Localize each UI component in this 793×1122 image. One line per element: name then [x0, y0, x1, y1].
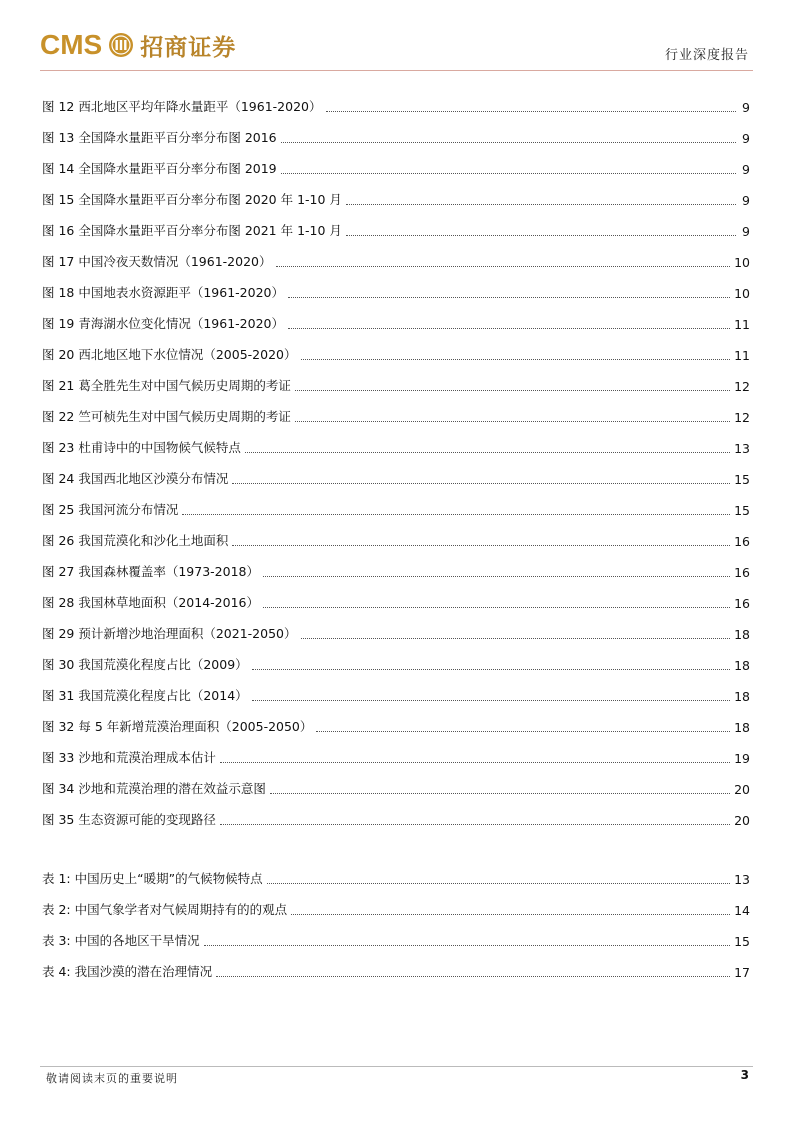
toc-entry-label: 图 27 我国森林覆盖率（1973-2018）: [42, 564, 259, 579]
toc-entry-page: 9: [742, 224, 750, 239]
toc-entry-page: 20: [734, 782, 750, 797]
dot-leader: [252, 669, 730, 670]
dot-leader: [295, 390, 730, 391]
toc-entry-label: 图 31 我国荒漠化程度占比（2014）: [42, 688, 248, 703]
toc-entry-page: 18: [734, 720, 750, 735]
toc-entry-page: 16: [734, 596, 750, 611]
dot-leader: [232, 483, 730, 484]
dot-leader: [263, 576, 730, 577]
dot-leader: [276, 266, 731, 267]
figure-toc-entry[interactable]: [42, 797, 750, 828]
toc-entry-page: 18: [734, 689, 750, 704]
toc-entry-label: 表 3: 中国的各地区干旱情况: [42, 933, 200, 948]
dot-leader: [252, 700, 730, 701]
toc-entry-label: 图 15 全国降水量距平百分率分布图 2020 年 1-10 月: [42, 192, 342, 207]
toc-entry-page: 11: [734, 348, 750, 363]
table-of-contents: [42, 84, 750, 980]
toc-entry-label: 图 29 预计新增沙地治理面积（2021-2050）: [42, 626, 297, 641]
footer-disclaimer-note: 敬请阅读末页的重要说明: [46, 1072, 178, 1085]
toc-entry-page: 18: [734, 627, 750, 642]
logo-latin-text: CMS: [40, 29, 103, 60]
table-toc-entry[interactable]: [42, 856, 750, 887]
toc-entry-label: 图 14 全国降水量距平百分率分布图 2019: [42, 161, 277, 176]
report-type-label: 行业深度报告: [664, 48, 749, 63]
dot-leader: [216, 976, 730, 977]
figure-toc-entry[interactable]: [42, 735, 750, 766]
page-header: [0, 0, 793, 72]
figure-toc-entry[interactable]: [42, 611, 750, 642]
toc-entry-label: 图 32 每 5 年新增荒漠治理面积（2005-2050）: [42, 719, 313, 734]
toc-entry-label: 图 22 竺可桢先生对中国气候历史周期的考证: [42, 409, 291, 424]
toc-entry-page: 9: [742, 193, 750, 208]
table-toc-entry[interactable]: [42, 918, 750, 949]
page-number: 3: [740, 1068, 749, 1082]
figure-toc-entry[interactable]: [42, 332, 750, 363]
dot-leader: [281, 173, 736, 174]
toc-entry-label: 图 21 葛全胜先生对中国气候历史周期的考证: [42, 378, 291, 393]
toc-entry-label: 图 16 全国降水量距平百分率分布图 2021 年 1-10 月: [42, 223, 342, 238]
dot-leader: [263, 607, 730, 608]
toc-entry-page: 18: [734, 658, 750, 673]
dot-leader: [245, 452, 730, 453]
section-gap: [42, 828, 750, 856]
toc-entry-page: 9: [742, 131, 750, 146]
toc-entry-page: 14: [734, 903, 750, 918]
dot-leader: [204, 945, 730, 946]
toc-entry-label: 表 1: 中国历史上“暖期”的气候物候特点: [42, 871, 263, 886]
figure-toc-entry[interactable]: [42, 363, 750, 394]
table-toc-entry[interactable]: [42, 887, 750, 918]
dot-leader: [295, 421, 730, 422]
toc-entry-label: 表 2: 中国气象学者对气候周期持有的的观点: [42, 902, 288, 917]
table-list: [42, 856, 750, 980]
toc-entry-label: 图 20 西北地区地下水位情况（2005-2020）: [42, 347, 297, 362]
toc-entry-label: 图 24 我国西北地区沙漠分布情况: [42, 471, 229, 486]
toc-entry-label: 图 19 青海湖水位变化情况（1961-2020）: [42, 316, 284, 331]
toc-entry-page: 10: [734, 255, 750, 270]
toc-entry-page: 12: [734, 379, 750, 394]
dot-leader: [267, 883, 731, 884]
toc-entry-label: 图 25 我国河流分布情况: [42, 502, 179, 517]
toc-entry-label: 图 13 全国降水量距平百分率分布图 2016: [42, 130, 277, 145]
toc-entry-label: 表 4: 我国沙漠的潜在治理情况: [42, 964, 213, 979]
figure-toc-entry[interactable]: [42, 239, 750, 270]
toc-entry-label: 图 17 中国冷夜天数情况（1961-2020）: [42, 254, 272, 269]
toc-entry-label: 图 12 西北地区平均年降水量距平（1961-2020）: [42, 99, 322, 114]
dot-leader: [220, 824, 730, 825]
figure-toc-entry[interactable]: [42, 766, 750, 797]
figure-toc-entry[interactable]: [42, 549, 750, 580]
dot-leader: [316, 731, 730, 732]
toc-entry-label: 图 18 中国地表水资源距平（1961-2020）: [42, 285, 284, 300]
footer-divider: [40, 1066, 753, 1067]
figure-toc-entry[interactable]: [42, 704, 750, 735]
figure-toc-entry[interactable]: [42, 177, 750, 208]
company-logo: [40, 26, 236, 64]
figure-toc-entry[interactable]: [42, 270, 750, 301]
figure-toc-entry[interactable]: [42, 518, 750, 549]
dot-leader: [182, 514, 730, 515]
toc-entry-page: 15: [734, 472, 750, 487]
toc-entry-label: 图 26 我国荒漠化和沙化土地面积: [42, 533, 229, 548]
dot-leader: [281, 142, 736, 143]
figure-toc-entry[interactable]: [42, 146, 750, 177]
toc-entry-page: 17: [734, 965, 750, 980]
toc-entry-label: 图 35 生态资源可能的变现路径: [42, 812, 216, 827]
dot-leader: [326, 111, 737, 112]
logo-chinese-text: 招商证券: [140, 33, 237, 61]
toc-entry-label: 图 34 沙地和荒漠治理的潜在效益示意图: [42, 781, 266, 796]
header-divider: [40, 70, 753, 71]
toc-entry-page: 13: [734, 441, 750, 456]
figure-toc-entry[interactable]: [42, 673, 750, 704]
toc-entry-page: 16: [734, 534, 750, 549]
toc-entry-page: 9: [742, 162, 750, 177]
toc-entry-page: 15: [734, 503, 750, 518]
figure-toc-entry[interactable]: [42, 425, 750, 456]
figure-list: [42, 84, 750, 828]
logo-emblem-icon: [108, 32, 134, 58]
toc-entry-page: 20: [734, 813, 750, 828]
toc-entry-page: 15: [734, 934, 750, 949]
toc-entry-label: 图 28 我国林草地面积（2014-2016）: [42, 595, 259, 610]
toc-entry-label: 图 33 沙地和荒漠治理成本估计: [42, 750, 216, 765]
dot-leader: [288, 297, 730, 298]
figure-toc-entry[interactable]: [42, 301, 750, 332]
figure-toc-entry[interactable]: [42, 84, 750, 115]
toc-entry-label: 图 23 杜甫诗中的中国物候气候特点: [42, 440, 241, 455]
figure-toc-entry[interactable]: [42, 208, 750, 239]
figure-toc-entry[interactable]: [42, 642, 750, 673]
dot-leader: [301, 638, 731, 639]
toc-entry-page: 11: [734, 317, 750, 332]
figure-toc-entry[interactable]: [42, 456, 750, 487]
table-toc-entry[interactable]: [42, 949, 750, 980]
toc-entry-page: 16: [734, 565, 750, 580]
figure-toc-entry[interactable]: [42, 115, 750, 146]
toc-entry-page: 12: [734, 410, 750, 425]
dot-leader: [301, 359, 731, 360]
toc-entry-page: 19: [734, 751, 750, 766]
dot-leader: [346, 204, 736, 205]
toc-entry-page: 10: [734, 286, 750, 301]
dot-leader: [346, 235, 736, 236]
dot-leader: [232, 545, 730, 546]
figure-toc-entry[interactable]: [42, 394, 750, 425]
figure-toc-entry[interactable]: [42, 487, 750, 518]
dot-leader: [220, 762, 730, 763]
figure-toc-entry[interactable]: [42, 580, 750, 611]
toc-entry-label: 图 30 我国荒漠化程度占比（2009）: [42, 657, 248, 672]
toc-entry-page: 13: [734, 872, 750, 887]
dot-leader: [270, 793, 730, 794]
toc-entry-page: 9: [742, 100, 750, 115]
dot-leader: [288, 328, 730, 329]
dot-leader: [291, 914, 730, 915]
